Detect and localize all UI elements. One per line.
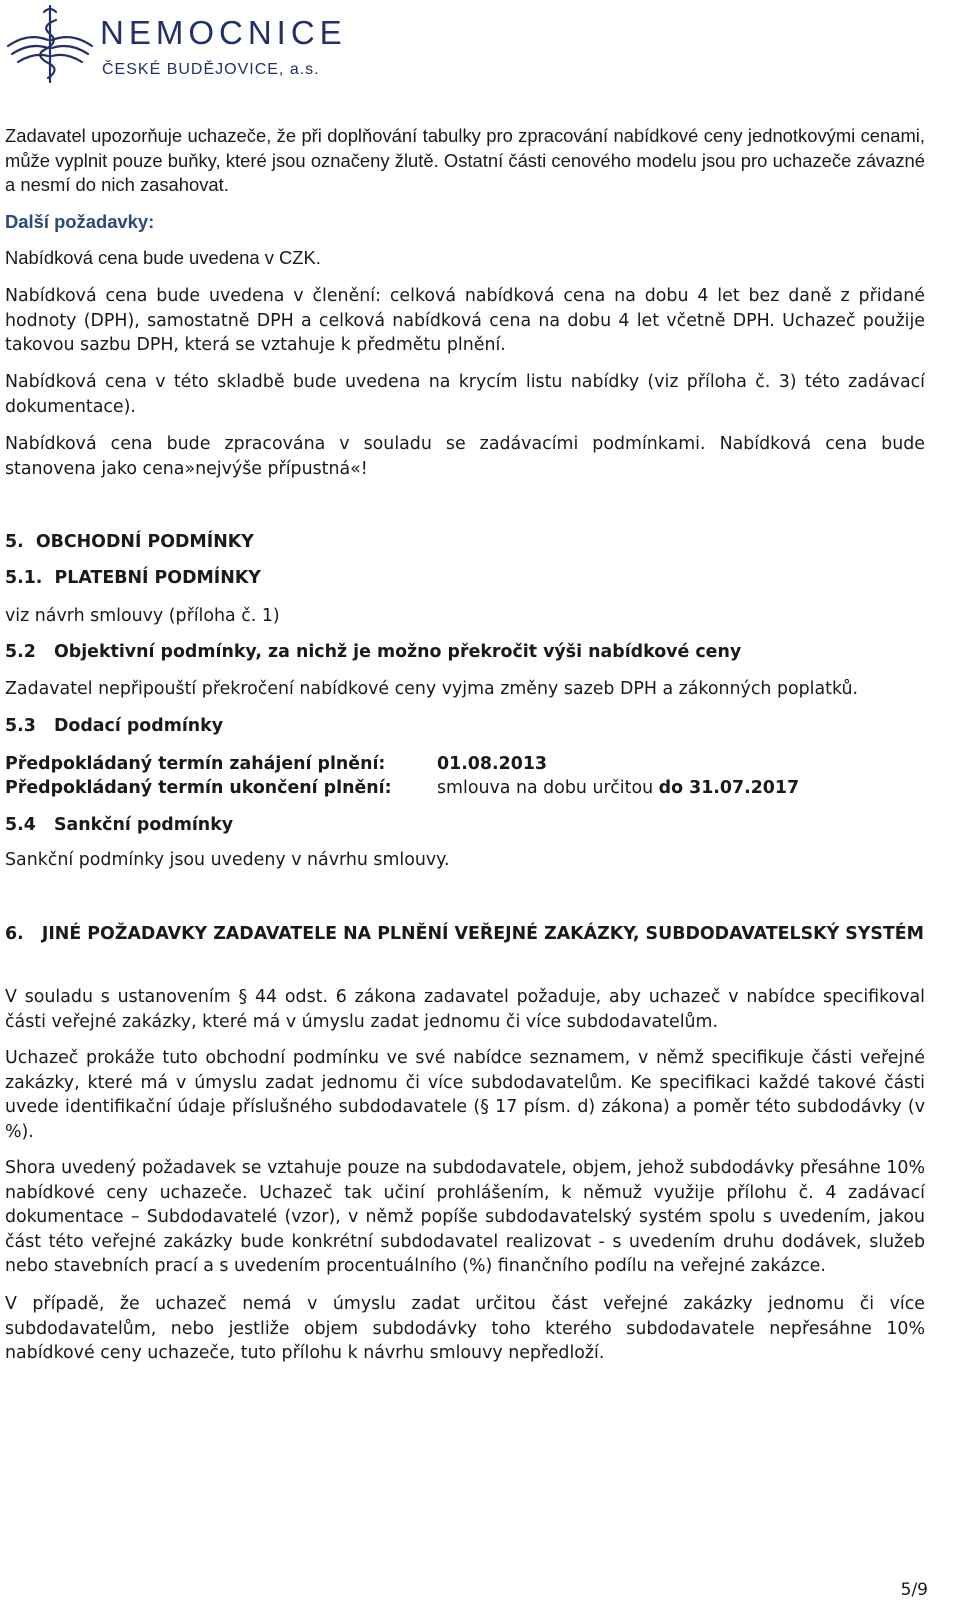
section-6-paragraph-1: V souladu s ustanovením § 44 odst. 6 zákona zadavatel požaduje, aby uchazeč v nabídce specifikoval části veřejné zakázky, které má v úmyslu zadat jednomu či více subdodavatelům. [5, 987, 925, 1032]
section-5-4-text: Sankční podmínky jsou uvedeny v návrhu smlouvy. [5, 850, 450, 870]
intro-paragraph-1: Zadavatel upozorňuje uchazeče, že při doplňování tabulky pro zpracování nabídkové ceny jednotkovými cenami, může vyplnit pouze buňky, které jsou označeny žlutě. Ostatní části cenového modelu jsou pro uchazeče závazné a nesmí do nich zasahovat. [5, 125, 925, 195]
hospital-logo [4, 2, 424, 84]
section-5-2-heading: 5.2 Objektivní podmínky, za nichž je možno překročit výši nabídkové ceny [5, 642, 742, 662]
section-5-2-text: Zadavatel nepřipouští překročení nabídkové ceny vyjma změny sazeb DPH a zákonných poplatků. [5, 679, 859, 699]
section-6-paragraph-4: V případě, že uchazeč nemá v úmyslu zadat určitou část veřejné zakázky jednomu či více subdodavatelům, nebo jestliže objem subdodávky toho kterého subdodavatele nepřesáhne 10% nabídkové ceny uchazeče, tuto přílohu k návrhu smlouvy nepředloží. [5, 1294, 925, 1363]
section-5-heading: 5. OBCHODNÍ PODMÍNKY [5, 532, 254, 552]
intro-paragraph-4: Nabídková cena bude zpracována v souladu se zadávacími podmínkami. Nabídková cena bude stanovena jako cena»nejvýše přípustná«! [5, 434, 925, 479]
intro-paragraph-3: Nabídková cena v této skladbě bude uvedena na krycím listu nabídky (viz příloha č. 3) této zadávací dokumentace). [5, 372, 925, 417]
section-5-1-text: viz návrh smlouvy (příloha č. 1) [5, 606, 280, 626]
section-6-paragraph-2: Uchazeč prokáže tuto obchodní podmínku ve své nabídce seznamem, v němž specifikuje části veřejné zakázky, které má v úmyslu zadat jednomu či více subdodavatelům. Ke specifikaci každé takové části uvede identifikační údaje příslušného subdodavatele (§ 17 písm. d) zákona) a poměr této subdodávky (v %). [5, 1048, 925, 1142]
end-date-prefix: smlouva na dobu určitou [437, 778, 654, 798]
end-date-value [437, 776, 799, 800]
logo-title: NEMOCNICE [100, 14, 347, 51]
section-6-heading: 6. JINÉ POŽADAVKY ZADAVATELE NA PLNĚNÍ VEŘEJNÉ ZAKÁZKY, SUBDODAVATELSKÝ SYSTÉM [5, 924, 924, 944]
intro-paragraph-2: Nabídková cena bude uvedena v členění: celková nabídková cena na dobu 4 let bez daně z přidané hodnoty (DPH), samostatně DPH a celková nabídková cena na dobu 4 let včetně DPH. Uchazeč použije takovou sazbu DPH, která se vztahuje k předmětu plnění. [5, 286, 925, 355]
start-date-value: 01.08.2013 [437, 754, 548, 774]
end-date-date: do 31.07.2017 [658, 778, 800, 798]
end-date-label: Předpokládaný termín ukončení plnění: [5, 778, 392, 798]
page-number: 5/9 [900, 1580, 928, 1600]
start-date-label: Předpokládaný termín zahájení plnění: [5, 754, 386, 774]
currency-paragraph: Nabídková cena bude uvedena v CZK. [5, 247, 321, 268]
further-requirements-heading: Další požadavky: [5, 211, 155, 232]
section-5-3-heading: 5.3 Dodací podmínky [5, 716, 224, 736]
caduceus-emblem-icon [4, 2, 96, 84]
section-5-4-heading: 5.4 Sankční podmínky [5, 815, 234, 835]
section-5-1-heading: 5.1. PLATEBNÍ PODMÍNKY [5, 568, 261, 588]
section-6-paragraph-3: Shora uvedený požadavek se vztahuje pouze na subdodavatele, objem, jehož subdodávky přesáhne 10% nabídkové ceny uchazeče. Uchazeč tak učiní prohlášením, k němuž využije přílohu č. 4 zadávací dokumentace – Subdodavatelé (vzor), v němž popíše subdodavatelský systém spolu s uvedením, jakou část této veřejné zakázky bude konkrétní subdodavatel realizovat - s uvedením druhu dodávek, služeb nebo stavebních prací a s uvedením procentuálního (%) finančního podílu na veřejné zakázce. [5, 1158, 925, 1276]
logo-subtitle: ČESKÉ BUDĚJOVICE, a.s. [102, 61, 320, 78]
